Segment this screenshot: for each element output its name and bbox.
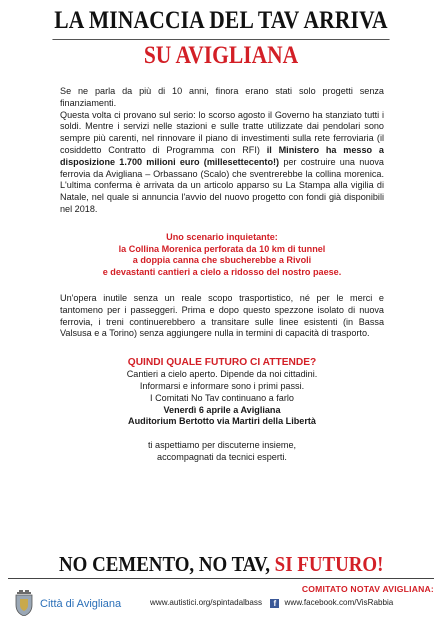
page-subtitle: SU AVIGLIANA	[52, 39, 389, 70]
footer-links	[150, 598, 440, 608]
facebook-link[interactable]: www.facebook.com/VisRabbia	[284, 598, 394, 607]
slogan	[59, 551, 383, 577]
paragraph-funding-tail: per costruire una nuova ferrovia da Avigliana – Orbassano (Scalo) che sventrerebbe la collina morenica. L'ultima conferma è arrivata da un articolo apparso su La Stampa alla vigilia di Natale, nel quale si annuncia l'avvio del nuovo progetto con fondi già disponibili nel 2018.	[60, 156, 384, 214]
article-body	[60, 86, 384, 464]
future-line: ti aspettiamo per discuterne insieme,	[147, 440, 297, 451]
future-line: Informarsi e informare sono i primi passi.	[139, 380, 305, 391]
future-line: I Comitati No Tav continuano a farlo	[150, 392, 294, 403]
scenario-line: a doppia canna che sbucherebbe a Rivoli	[132, 255, 312, 266]
comitato-label: COMITATO NOTAV AVIGLIANA:	[301, 584, 434, 594]
event-date: Venerdì 6 aprile a Avigliana	[163, 404, 281, 415]
site-link[interactable]: www.autistici.org/spintadalbass	[150, 598, 263, 607]
event-venue: Auditorium Bertotto via Martiri della Libertà	[128, 416, 316, 427]
header	[0, 6, 442, 70]
future-line: accompagnati da tecnici esperti.	[157, 451, 287, 462]
future-block	[60, 356, 384, 464]
slogan-part2: SI FUTURO!	[269, 552, 384, 576]
paragraph-funding-bold: il Ministero ha messo a disposizione 1.700 milioni euro (millesettecento!)	[60, 144, 384, 167]
future-line: Cantieri a cielo aperto. Dipende da noi cittadini.	[126, 369, 318, 380]
future-heading: QUINDI QUALE FUTURO CI ATTENDE?	[127, 357, 317, 369]
city-name: Città di Avigliana	[40, 598, 122, 610]
facebook-icon: f	[270, 599, 279, 608]
slogan-banner	[0, 551, 442, 577]
slogan-part1: NO CEMENTO, NO TAV,	[58, 552, 270, 576]
paragraph-intro: Se ne parla da più di 10 anni, finora erano stati solo progetti senza finanziamenti.	[60, 86, 384, 108]
scenario-block	[60, 232, 384, 279]
page-title: LA MINACCIA DEL TAV ARRIVA	[54, 7, 388, 34]
scenario-line: la Collina Morenica perforata da 10 km di tunnel	[118, 243, 326, 254]
scenario-line: e devastanti cantieri a cielo a ridosso del nostro paese.	[102, 267, 342, 278]
paragraph-funding-text: Questa volta ci provano sul serio: lo scorso agosto il Governo ha stanziato tutti i soldi. Mentre i servizi nelle stazioni e sulle tratte utilizzate dai pendolari sono sempre più carenti, nel rinnovare il piano di investimenti sulla rete ferroviaria (il cosiddetto Contratto di Programma con RFI)	[60, 109, 384, 155]
city-crest-icon	[14, 590, 34, 616]
scenario-line: Uno scenario inquietante:	[166, 231, 278, 242]
footer-divider	[8, 578, 434, 579]
paragraph-funding	[60, 110, 384, 216]
paragraph-useless: Un'opera inutile senza un reale scopo trasportistico, né per le merci e tantomeno per i passeggeri. Prima e dopo questo spezzone isolato di nuova ferrovia, i treni continuerebbero a transitare sulle linee esistenti (in Bassa Valsusa e a Torino) senza aggiungere nulla in termini di capacità di trasporto.	[60, 292, 384, 339]
